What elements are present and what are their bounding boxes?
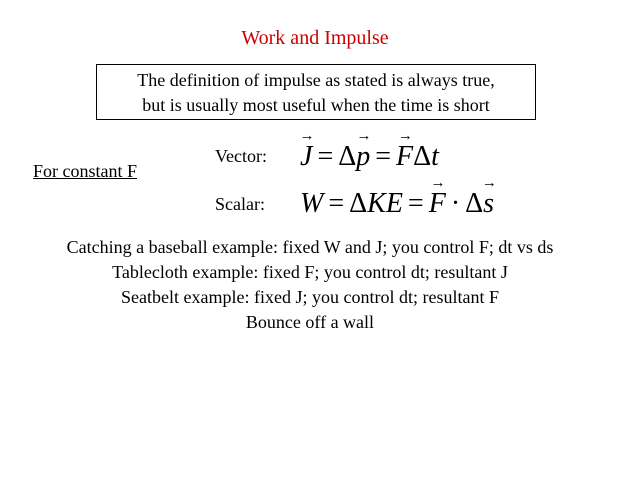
example-line: Bounce off a wall [245, 312, 375, 332]
equals-sign: = [407, 188, 424, 219]
dot-product-sign: · [450, 188, 461, 219]
force-vector-symbol: → F [396, 141, 413, 173]
force-vector-symbol: → F [429, 188, 446, 220]
example-line: Catching a baseball example: fixed W and J; you control F; dt vs ds [66, 237, 554, 257]
definition-line-1: The definition of impulse as stated is always true, [137, 70, 495, 90]
delta-symbol: Δ [338, 141, 357, 172]
work-symbol: W [300, 188, 324, 219]
impulse-vector-symbol: → J [300, 141, 312, 173]
example-line: Seatbelt example: fixed J; you control dt; resultant F [121, 287, 499, 307]
delta-symbol: Δ [349, 188, 368, 219]
example-line: Tablecloth example: fixed F; you control dt; resultant J [112, 262, 508, 282]
examples-list [0, 235, 620, 335]
scalar-equation [300, 188, 494, 220]
time-symbol: t [431, 141, 439, 172]
displacement-vector-symbol: → s [483, 188, 494, 220]
constant-force-label: For constant F [33, 161, 138, 181]
delta-symbol: Δ [413, 141, 432, 172]
equals-sign: = [375, 141, 392, 172]
vector-label: Vector: [215, 146, 267, 166]
equals-sign: = [317, 141, 334, 172]
definition-box [96, 64, 536, 120]
momentum-vector-symbol: → p [356, 141, 370, 173]
page-title: Work and Impulse [241, 27, 389, 49]
definition-line-2: but is usually most useful when the time is short [142, 95, 490, 115]
equals-sign: = [328, 188, 345, 219]
vector-equation [300, 141, 439, 173]
scalar-label: Scalar: [215, 194, 265, 214]
delta-symbol: Δ [465, 188, 484, 219]
kinetic-energy-symbol: KE [367, 188, 403, 219]
